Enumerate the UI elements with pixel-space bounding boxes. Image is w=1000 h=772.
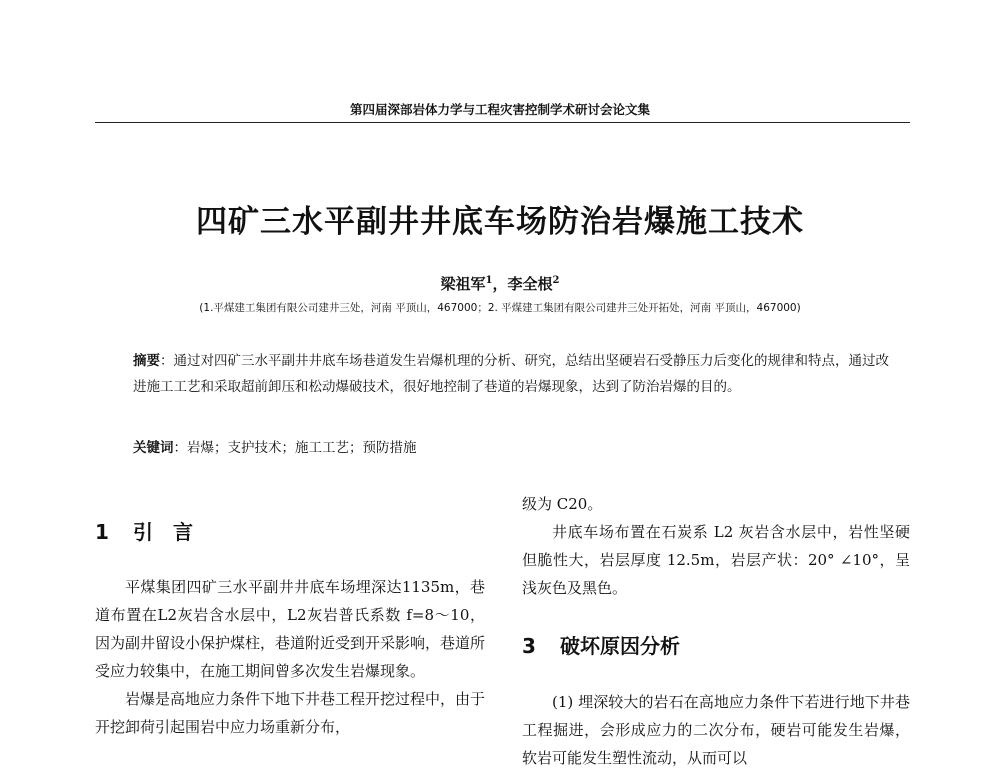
right-column-top [522,490,910,602]
right-column-bottom [522,688,910,772]
keywords [133,436,898,456]
section-3-title: 破坏原因分析 [560,634,680,658]
proceedings-header: 第四届深部岩体力学与工程灾害控制学术研讨会论文集 [349,102,650,117]
author-1-sup: 1 [485,275,493,286]
author-1: 梁祖军 [440,275,486,293]
section-3-heading [522,630,680,659]
abstract-text: ：通过对四矿三水平副井井底车场巷道发生岩爆机理的分析、研究，总结出坚硬岩石受静压力后变化的规律和特点，通过改进施工工艺和采取超前卸压和松动爆破技术，很好地控制了巷道的岩爆现象，达到了防治岩爆的目的。 [133,353,889,395]
paper-title: 四矿三水平副井井底车场防治岩爆施工技术 [196,204,804,240]
authors [0,273,1000,294]
section-1-paragraph-2: 岩爆是高地应力条件下地下井巷工程开挖过程中，由于开挖卸荷引起围岩中应力场重新分布， [95,690,486,736]
abstract [133,348,898,400]
section-1-paragraph-1: 平煤集团四矿三水平副井井底车场埋深达1135m，巷道布置在L2灰岩含水层中，L2灰岩普氏系数 f=8～10，因为副井留设小保护煤柱，巷道附近受到开采影响，巷道所受应力较集中，在施工期间曾多次发生岩爆现象。 [95,578,486,680]
header-rule [95,122,910,123]
section-3-paragraph-1: (1) 埋深较大的岩石在高地应力条件下若进行地下井巷工程掘进，会形成应力的二次分布，硬岩可能发生岩爆，软岩可能发生塑性流动，从而可以 [522,693,910,767]
section-1-title: 引 言 [133,520,193,544]
author-separator: ， [492,275,508,293]
author-2-sup: 2 [552,275,560,286]
affiliation: (1.平煤建工集团有限公司建井三处，河南 平顶山，467000；2. 平煤建工集团有限公司建井三处开拓处，河南 平顶山，467000) [199,302,801,314]
right-paragraph-geology: 井底车场布置在石炭系 L2 灰岩含水层中，岩性坚硬但脆性大，岩层厚度 12.5m，岩层产状：20° ∠10°，呈浅灰色及黑色。 [522,523,910,597]
section-1-number: 1 [95,520,109,544]
keywords-text: ：岩爆；支护技术；施工工艺；预防措施 [173,440,417,456]
keywords-label: 关键词 [133,440,174,456]
right-paragraph-continued: 级为 C20。 [522,495,603,513]
section-3-number: 3 [522,634,536,658]
author-2: 李全根 [507,275,553,293]
section-1-heading [95,516,193,545]
abstract-label: 摘要 [133,353,160,369]
left-column-body [95,573,485,741]
